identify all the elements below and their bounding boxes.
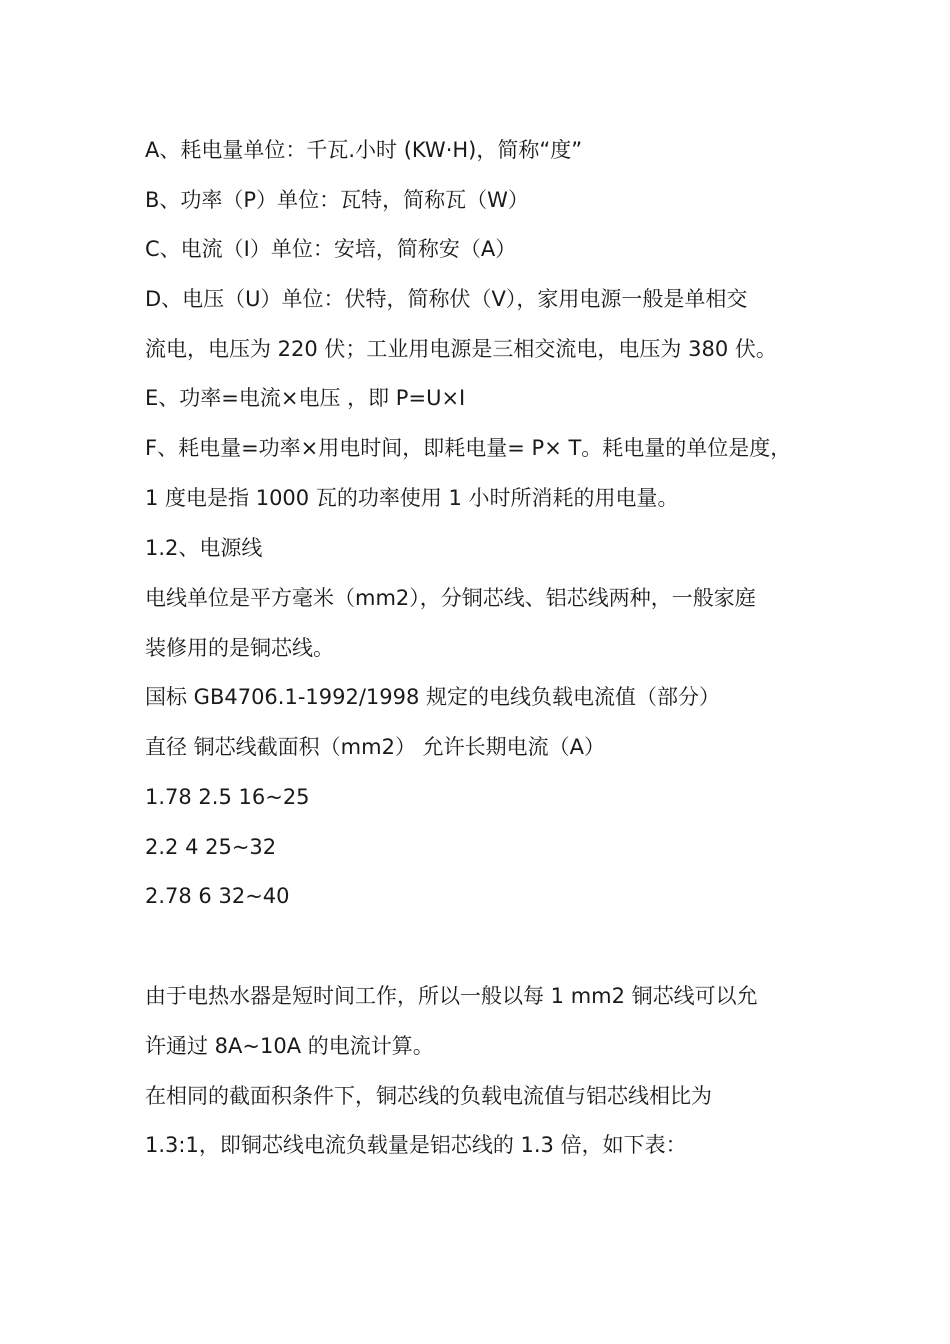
wire-unit-line-cont: 装修用的是铜芯线。 (145, 636, 334, 660)
standard-title-line: 国标 GB4706.1-1992/1998 规定的电线负载电流值（部分） (145, 685, 721, 709)
unit-current-line: C、电流（I）单位：安培，简称安（A） (145, 237, 517, 261)
unit-energy-line: A、耗电量单位：千瓦.小时 (KW·H)，简称“度” (145, 138, 583, 162)
power-formula-line: E、功率=电流×电压 ，即 P=U×I (145, 386, 466, 410)
table-row: 2.78 6 32~40 (145, 884, 290, 908)
copper-aluminum-line: 在相同的截面积条件下，铜芯线的负载电流值与铝芯线相比为 (145, 1084, 712, 1108)
water-heater-note-line: 由于电热水器是短时间工作，所以一般以每 1 mm2 铜芯线可以允 (145, 984, 758, 1008)
water-heater-note-line-cont: 许通过 8A~10A 的电流计算。 (145, 1034, 434, 1058)
table-row: 2.2 4 25~32 (145, 835, 277, 859)
table-row: 1.78 2.5 16~25 (145, 785, 310, 809)
energy-formula-line: F、耗电量=功率×用电时间，即耗电量= P× T。耗电量的单位是度， (145, 436, 792, 460)
table-header-line: 直径 铜芯线截面积（mm2） 允许长期电流（A） (145, 735, 605, 759)
copper-aluminum-line-cont: 1.3:1，即铜芯线电流负载量是铝芯线的 1.3 倍，如下表： (145, 1133, 687, 1157)
section-heading: 1.2、电源线 (145, 536, 263, 560)
energy-formula-line-cont: 1 度电是指 1000 瓦的功率使用 1 小时所消耗的用电量。 (145, 486, 679, 510)
wire-unit-line: 电线单位是平方毫米（mm2），分铜芯线、铝芯线两种，一般家庭 (145, 586, 756, 610)
unit-voltage-line: D、电压（U）单位：伏特，简称伏（V），家用电源一般是单相交 (145, 287, 748, 311)
unit-voltage-line-cont: 流电，电压为 220 伏；工业用电源是三相交流电，电压为 380 伏。 (145, 337, 777, 361)
unit-power-line: B、功率（P）单位：瓦特，简称瓦（W） (145, 188, 529, 212)
